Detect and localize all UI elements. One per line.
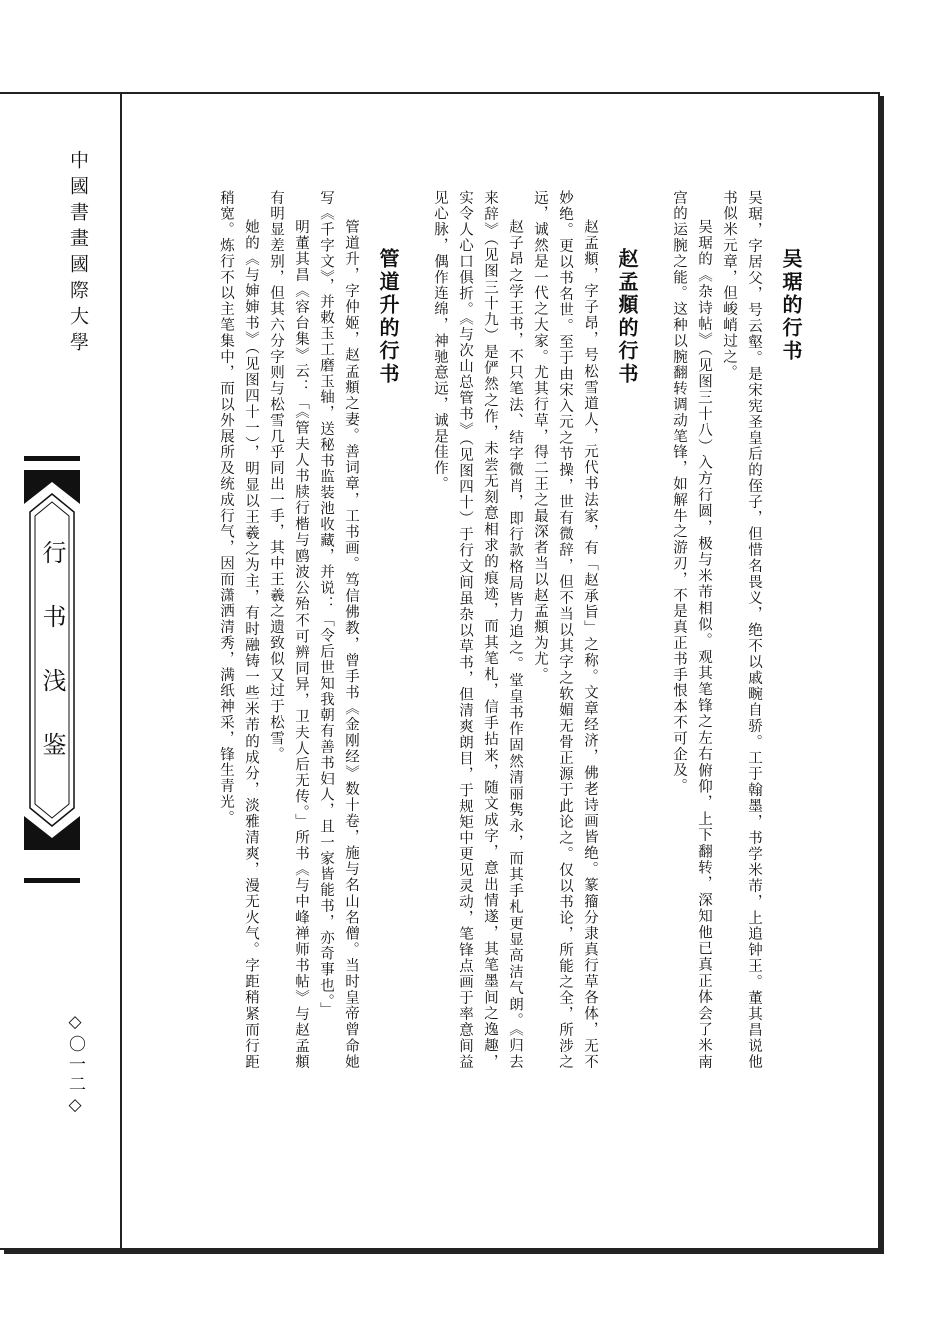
- border-shadow-right: [880, 96, 884, 1254]
- article-body: [180, 190, 830, 1070]
- paragraph: 赵孟頫，字子昂，号松雪道人，元代书法家，有「赵承旨」之称。文章经济，佛老诗画皆绝。篆籀分隶真行草各体，无不妙绝。更以书名世。至于由宋入元之节操，世有微辞，但不当以其字之软媚无骨正源于此论之。仅以书论，所能之全，所涉之远，诚然是一代之大家。尤其行草，得二王之最深者当以赵孟頫为尤。: [532, 190, 598, 1070]
- paragraph: 赵子昂之学王书，不只笔法、结字微肖，即行款格局皆力追之。堂皇书作固然清丽隽永，而其手札更显高洁气朗。《归去来辞》（见图三十九）是俨然之作，未尝无刻意相求的痕迹，而其笔札，信手拈来，随文成字，意出情遂，其笔墨间之逸趣，实令人心口俱折。《与次山总管书》（见图四十）于行文间虽杂以草书，但清爽朗目，于规矩中更见灵动，笔锋点画于率意间益见心脉，偶作连绵，神驰意远，诚是佳作。: [432, 190, 523, 1070]
- section-heading: 赵孟頫的行书: [615, 248, 639, 386]
- plaque-bottom-bar: [24, 878, 80, 883]
- section-heading: 管道升的行书: [376, 248, 400, 386]
- plaque-top-bar: [24, 456, 80, 461]
- section-heading: 吴琚的行书: [779, 248, 803, 363]
- paragraph: 管道升，字仲姬，赵孟頫之妻。善词章，工书画。笃信佛教，曾手书《金刚经》数十卷，施与名山名僧。当时皇帝曾命她写《千字文》，并敕玉工磨玉轴，送秘书监装池收藏，并说：「令后世知我朝有善书妇人，且一家皆能书，亦奇事也。」: [318, 190, 359, 1070]
- paragraph: 吴琚的《杂诗帖》（见图三十八）入方行圆，极与米芾相似。观其笔锋之左右俯仰，上下翻转，深知他已真正体会了米南宫的运腕之能。这种以腕翻转调动笔锋，如解牛之游刃，不是真正书手恨本不可企及。: [671, 190, 712, 1070]
- page-number: ◇〇一二◇: [65, 1012, 85, 1118]
- paragraph: 明董其昌《容台集》云：「《管夫人书牍行楷与鸥波公殆不可辨同异，卫夫人后无传。」所书《与中峰禅师书帖》与赵孟頫有明显差别，但其六分字则与松雪几乎同出一手，其中王羲之遗致似又过于松雪。: [268, 190, 309, 1070]
- spine-divider: [120, 94, 122, 1250]
- book-title: 行书浅鉴: [38, 540, 66, 796]
- paragraph: 她的《与婶婶书》（见图四十一），明显以王羲之为主，有时融铸一些米芾的成分，淡雅清爽，漫无火气。字距稍紧而行距稍宽。炼行不以主笔集中，而以外展所及统成行气，因而潇洒清秀，满纸神采，锋生青光。: [218, 190, 259, 1070]
- series-title: 中國書畫國際大學: [67, 150, 89, 358]
- border-shadow-bottom: [4, 1250, 884, 1254]
- paragraph: 吴琚，字居父，号云壑。是宋宪圣皇后的侄子，但惜名畏义，绝不以戚畹自骄。工于翰墨，书学米芾，上追钟王。董其昌说他书似米元章，但峻峭过之。: [721, 190, 762, 1070]
